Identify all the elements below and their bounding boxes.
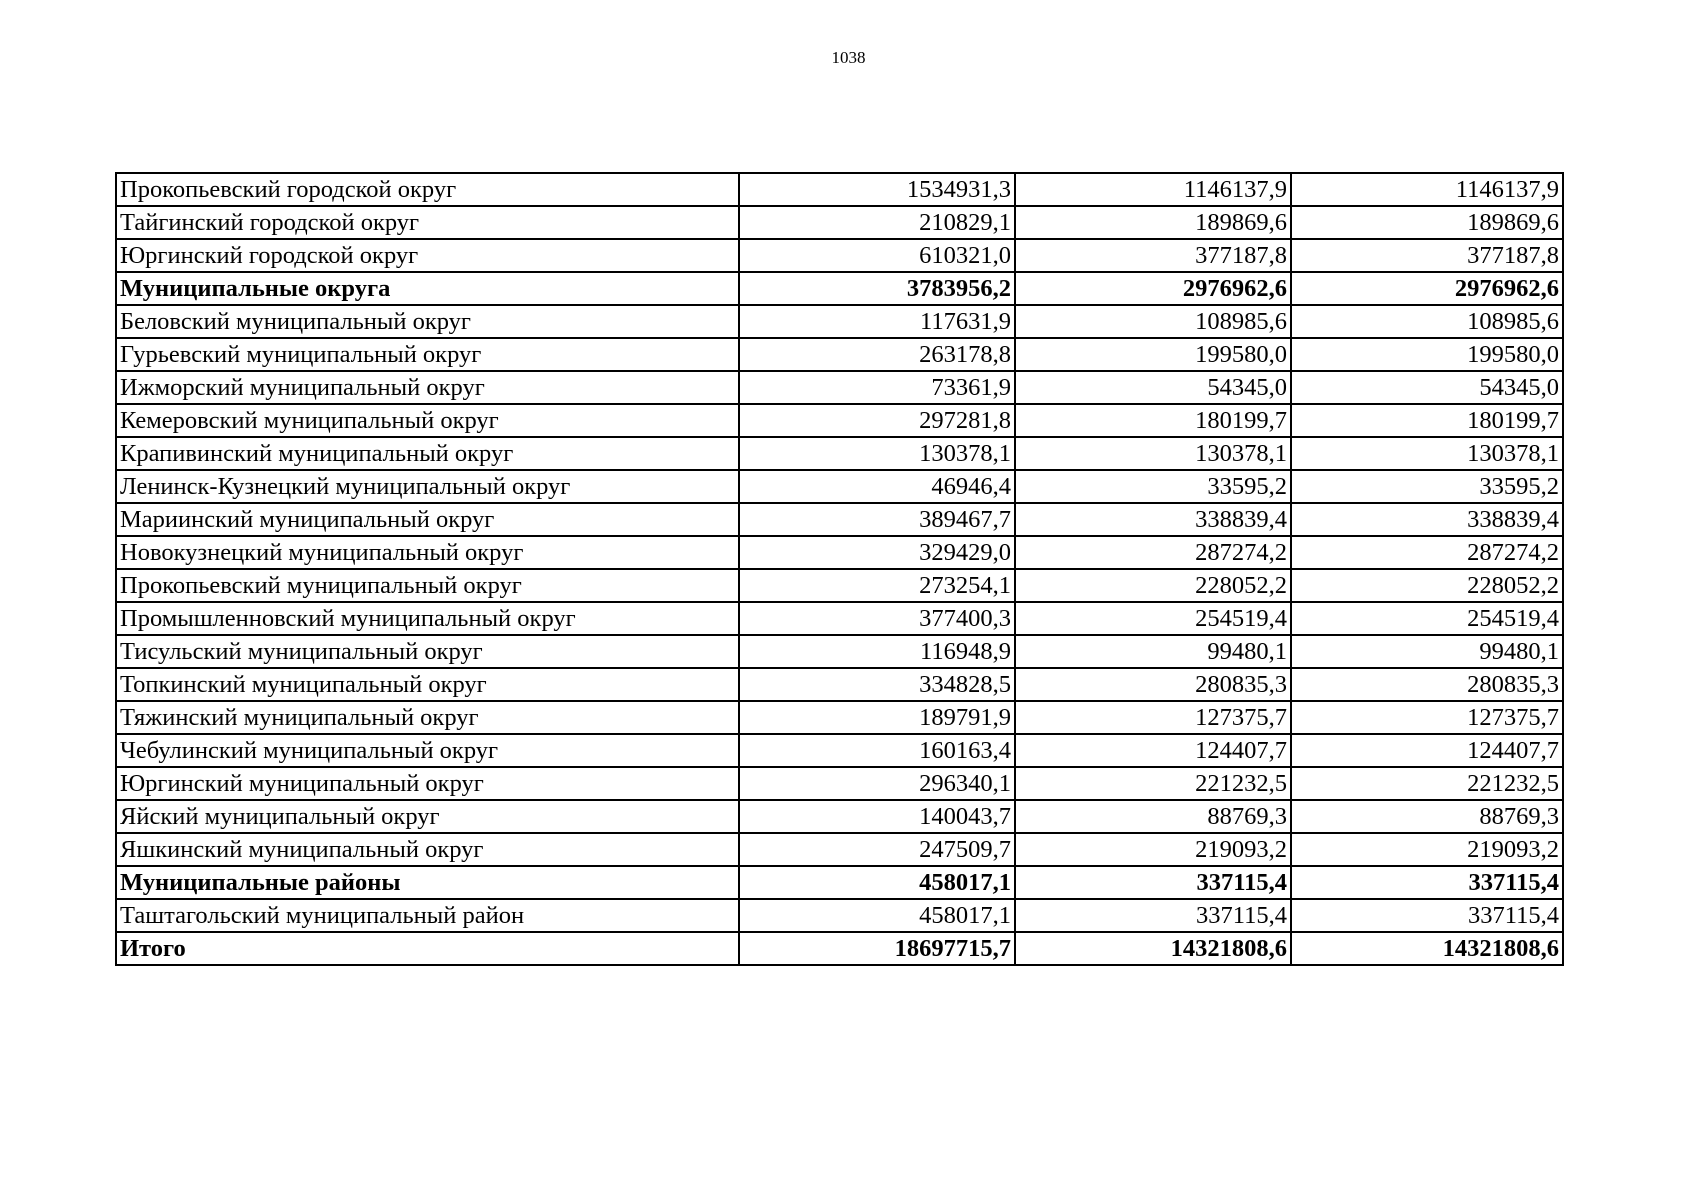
row-value-2-cell: 199580,0 — [1015, 338, 1291, 371]
row-value-1-cell: 296340,1 — [739, 767, 1015, 800]
row-value-2-cell: 228052,2 — [1015, 569, 1291, 602]
row-value-1-cell: 189791,9 — [739, 701, 1015, 734]
table-row — [116, 602, 1563, 635]
row-value-2-cell: 99480,1 — [1015, 635, 1291, 668]
row-value-3-cell: 337115,4 — [1291, 866, 1563, 899]
page-number: 1038 — [831, 48, 866, 67]
row-value-2-cell: 254519,4 — [1015, 602, 1291, 635]
row-value-3-cell: 180199,7 — [1291, 404, 1563, 437]
table-row — [116, 470, 1563, 503]
row-value-1-cell: 117631,9 — [739, 305, 1015, 338]
row-value-2-cell: 14321808,6 — [1015, 932, 1291, 965]
row-value-3-cell: 221232,5 — [1291, 767, 1563, 800]
row-value-1-cell: 140043,7 — [739, 800, 1015, 833]
row-value-1-cell: 334828,5 — [739, 668, 1015, 701]
budget-table — [115, 172, 1564, 966]
table-body — [116, 173, 1563, 965]
row-value-3-cell: 337115,4 — [1291, 899, 1563, 932]
table-row — [116, 701, 1563, 734]
row-value-2-cell: 54345,0 — [1015, 371, 1291, 404]
row-name-cell: Новокузнецкий муниципальный округ — [116, 536, 739, 569]
row-value-3-cell: 219093,2 — [1291, 833, 1563, 866]
row-name-cell: Кемеровский муниципальный округ — [116, 404, 739, 437]
row-value-3-cell: 254519,4 — [1291, 602, 1563, 635]
row-name-cell: Прокопьевский муниципальный округ — [116, 569, 739, 602]
row-name-cell: Яшкинский муниципальный округ — [116, 833, 739, 866]
row-value-1-cell: 273254,1 — [739, 569, 1015, 602]
row-name-cell: Мариинский муниципальный округ — [116, 503, 739, 536]
row-value-3-cell: 199580,0 — [1291, 338, 1563, 371]
row-value-2-cell: 108985,6 — [1015, 305, 1291, 338]
table-row — [116, 800, 1563, 833]
row-value-3-cell: 228052,2 — [1291, 569, 1563, 602]
row-value-3-cell: 287274,2 — [1291, 536, 1563, 569]
row-name-cell: Топкинский муниципальный округ — [116, 668, 739, 701]
row-value-3-cell: 127375,7 — [1291, 701, 1563, 734]
row-value-2-cell: 88769,3 — [1015, 800, 1291, 833]
table-row — [116, 338, 1563, 371]
row-value-1-cell: 263178,8 — [739, 338, 1015, 371]
row-value-2-cell: 189869,6 — [1015, 206, 1291, 239]
row-value-1-cell: 329429,0 — [739, 536, 1015, 569]
row-name-cell: Чебулинский муниципальный округ — [116, 734, 739, 767]
table-row — [116, 899, 1563, 932]
row-value-1-cell: 73361,9 — [739, 371, 1015, 404]
row-name-cell: Тяжинский муниципальный округ — [116, 701, 739, 734]
row-value-3-cell: 33595,2 — [1291, 470, 1563, 503]
row-value-1-cell: 130378,1 — [739, 437, 1015, 470]
row-value-3-cell: 99480,1 — [1291, 635, 1563, 668]
row-name-cell: Беловский муниципальный округ — [116, 305, 739, 338]
table-row — [116, 569, 1563, 602]
row-value-2-cell: 338839,4 — [1015, 503, 1291, 536]
row-value-2-cell: 280835,3 — [1015, 668, 1291, 701]
row-name-cell: Яйский муниципальный округ — [116, 800, 739, 833]
row-name-cell: Ленинск-Кузнецкий муниципальный округ — [116, 470, 739, 503]
row-name-cell: Прокопьевский городской округ — [116, 173, 739, 206]
table-row — [116, 668, 1563, 701]
row-value-3-cell: 130378,1 — [1291, 437, 1563, 470]
row-value-1-cell: 210829,1 — [739, 206, 1015, 239]
row-value-1-cell: 247509,7 — [739, 833, 1015, 866]
row-value-3-cell: 280835,3 — [1291, 668, 1563, 701]
row-value-2-cell: 219093,2 — [1015, 833, 1291, 866]
table-row — [116, 206, 1563, 239]
row-value-2-cell: 130378,1 — [1015, 437, 1291, 470]
row-value-2-cell: 377187,8 — [1015, 239, 1291, 272]
row-value-2-cell: 337115,4 — [1015, 866, 1291, 899]
row-name-cell: Юргинский муниципальный округ — [116, 767, 739, 800]
row-value-1-cell: 377400,3 — [739, 602, 1015, 635]
row-value-2-cell: 33595,2 — [1015, 470, 1291, 503]
row-name-cell: Тисульский муниципальный округ — [116, 635, 739, 668]
row-name-cell: Муниципальные районы — [116, 866, 739, 899]
row-value-1-cell: 389467,7 — [739, 503, 1015, 536]
row-name-cell: Промышленновский муниципальный округ — [116, 602, 739, 635]
row-value-3-cell: 189869,6 — [1291, 206, 1563, 239]
row-name-cell: Ижморский муниципальный округ — [116, 371, 739, 404]
row-value-3-cell: 88769,3 — [1291, 800, 1563, 833]
table-row — [116, 536, 1563, 569]
table-row — [116, 404, 1563, 437]
table-row — [116, 503, 1563, 536]
row-name-cell: Итого — [116, 932, 739, 965]
row-value-3-cell: 377187,8 — [1291, 239, 1563, 272]
row-value-1-cell: 458017,1 — [739, 866, 1015, 899]
table-row — [116, 173, 1563, 206]
row-value-2-cell: 2976962,6 — [1015, 272, 1291, 305]
row-value-1-cell: 610321,0 — [739, 239, 1015, 272]
row-name-cell: Муниципальные округа — [116, 272, 739, 305]
row-name-cell: Юргинский городской округ — [116, 239, 739, 272]
row-value-3-cell: 124407,7 — [1291, 734, 1563, 767]
table-row — [116, 272, 1563, 305]
row-value-2-cell: 1146137,9 — [1015, 173, 1291, 206]
row-value-2-cell: 127375,7 — [1015, 701, 1291, 734]
table-row — [116, 734, 1563, 767]
row-name-cell: Таштагольский муниципальный район — [116, 899, 739, 932]
row-name-cell: Крапивинский муниципальный округ — [116, 437, 739, 470]
row-value-2-cell: 287274,2 — [1015, 536, 1291, 569]
row-value-2-cell: 337115,4 — [1015, 899, 1291, 932]
table-row — [116, 305, 1563, 338]
row-value-2-cell: 124407,7 — [1015, 734, 1291, 767]
table-row — [116, 932, 1563, 965]
table-row — [116, 635, 1563, 668]
row-value-1-cell: 116948,9 — [739, 635, 1015, 668]
row-value-3-cell: 54345,0 — [1291, 371, 1563, 404]
table-row — [116, 767, 1563, 800]
row-value-1-cell: 160163,4 — [739, 734, 1015, 767]
row-name-cell: Тайгинский городской округ — [116, 206, 739, 239]
row-value-1-cell: 297281,8 — [739, 404, 1015, 437]
row-value-3-cell: 338839,4 — [1291, 503, 1563, 536]
row-value-2-cell: 180199,7 — [1015, 404, 1291, 437]
row-value-2-cell: 221232,5 — [1015, 767, 1291, 800]
table-row — [116, 866, 1563, 899]
row-value-3-cell: 108985,6 — [1291, 305, 1563, 338]
row-value-1-cell: 46946,4 — [739, 470, 1015, 503]
row-value-1-cell: 3783956,2 — [739, 272, 1015, 305]
row-value-1-cell: 458017,1 — [739, 899, 1015, 932]
row-value-1-cell: 1534931,3 — [739, 173, 1015, 206]
row-value-3-cell: 1146137,9 — [1291, 173, 1563, 206]
table-row — [116, 239, 1563, 272]
row-value-3-cell: 2976962,6 — [1291, 272, 1563, 305]
table-row — [116, 371, 1563, 404]
table-row — [116, 437, 1563, 470]
row-value-3-cell: 14321808,6 — [1291, 932, 1563, 965]
row-value-1-cell: 18697715,7 — [739, 932, 1015, 965]
table-row — [116, 833, 1563, 866]
row-name-cell: Гурьевский муниципальный округ — [116, 338, 739, 371]
